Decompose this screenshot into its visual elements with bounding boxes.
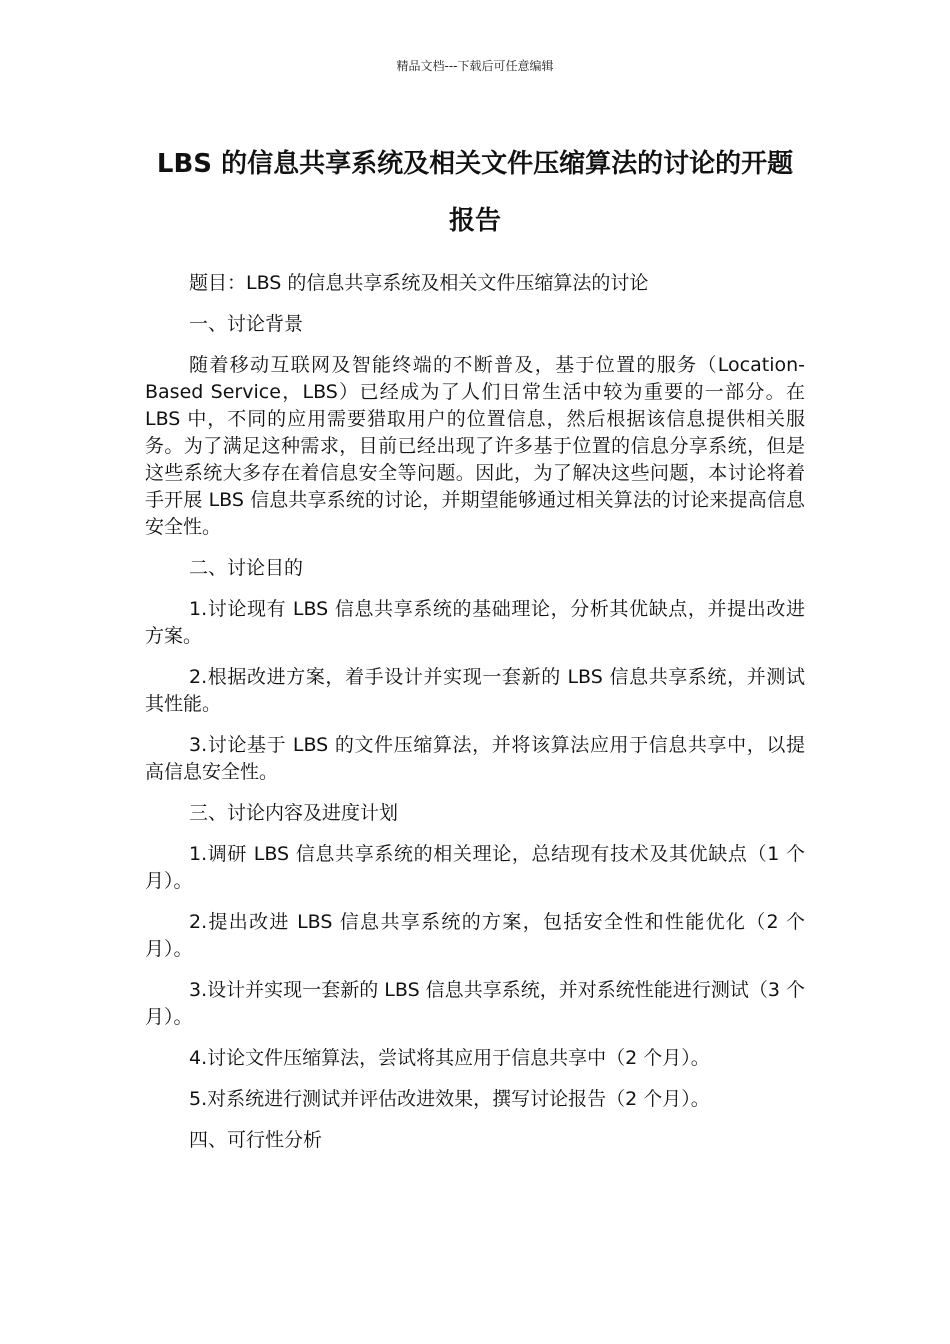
plan-item: 3.设计并实现一套新的 LBS 信息共享系统，并对系统性能进行测试（3 个月）。 — [145, 979, 805, 1028]
plan-item: 2.提出改进 LBS 信息共享系统的方案，包括安全性和性能优化（2 个月）。 — [145, 911, 805, 960]
document-title: LBS 的信息共享系统及相关文件压缩算法的讨论的开题报告 — [156, 149, 794, 236]
subject-line: 题目：LBS 的信息共享系统及相关文件压缩算法的讨论 — [189, 272, 649, 294]
section-heading-plan: 三、讨论内容及进度计划 — [189, 802, 399, 824]
document-body — [145, 270, 805, 1168]
goal-item: 2.根据改进方案，着手设计并实现一套新的 LBS 信息共享系统，并测试其性能。 — [145, 666, 805, 715]
goal-item: 3.讨论基于 LBS 的文件压缩算法，并将该算法应用于信息共享中，以提高信息安全性。 — [145, 734, 805, 783]
section-heading-feasibility: 四、可行性分析 — [189, 1129, 323, 1151]
plan-item: 4.讨论文件压缩算法，尝试将其应用于信息共享中（2 个月）。 — [189, 1047, 710, 1069]
section-heading-background: 一、讨论背景 — [189, 313, 304, 335]
header-note: 精品文档---下载后可任意编辑 — [396, 59, 554, 73]
plan-item: 1.调研 LBS 信息共享系统的相关理论，总结现有技术及其优缺点（1 个月）。 — [145, 843, 805, 892]
section-heading-goals: 二、讨论目的 — [189, 557, 304, 579]
goal-item: 1.讨论现有 LBS 信息共享系统的基础理论，分析其优缺点，并提出改进方案。 — [145, 598, 805, 647]
plan-item: 5.对系统进行测试并评估改进效果，撰写讨论报告（2 个月）。 — [189, 1088, 710, 1110]
background-paragraph: 随着移动互联网及智能终端的不断普及，基于位置的服务（Location-Based Service，LBS）已经成为了人们日常生活中较为重要的一部分。在 LBS 中，不同的应用需要猎取用户的位置信息，然后根据该信息提供相关服务。为了满足这种需求，目前已经出现了许多基于位置的信息分享系统，但是这些系统大多存在着信息安全等问题。因此，为了解决这些问题，本讨论将着手开展 LBS 信息共享系统的讨论，并期望能够通过相关算法的讨论来提高信息安全性。 — [145, 354, 805, 538]
